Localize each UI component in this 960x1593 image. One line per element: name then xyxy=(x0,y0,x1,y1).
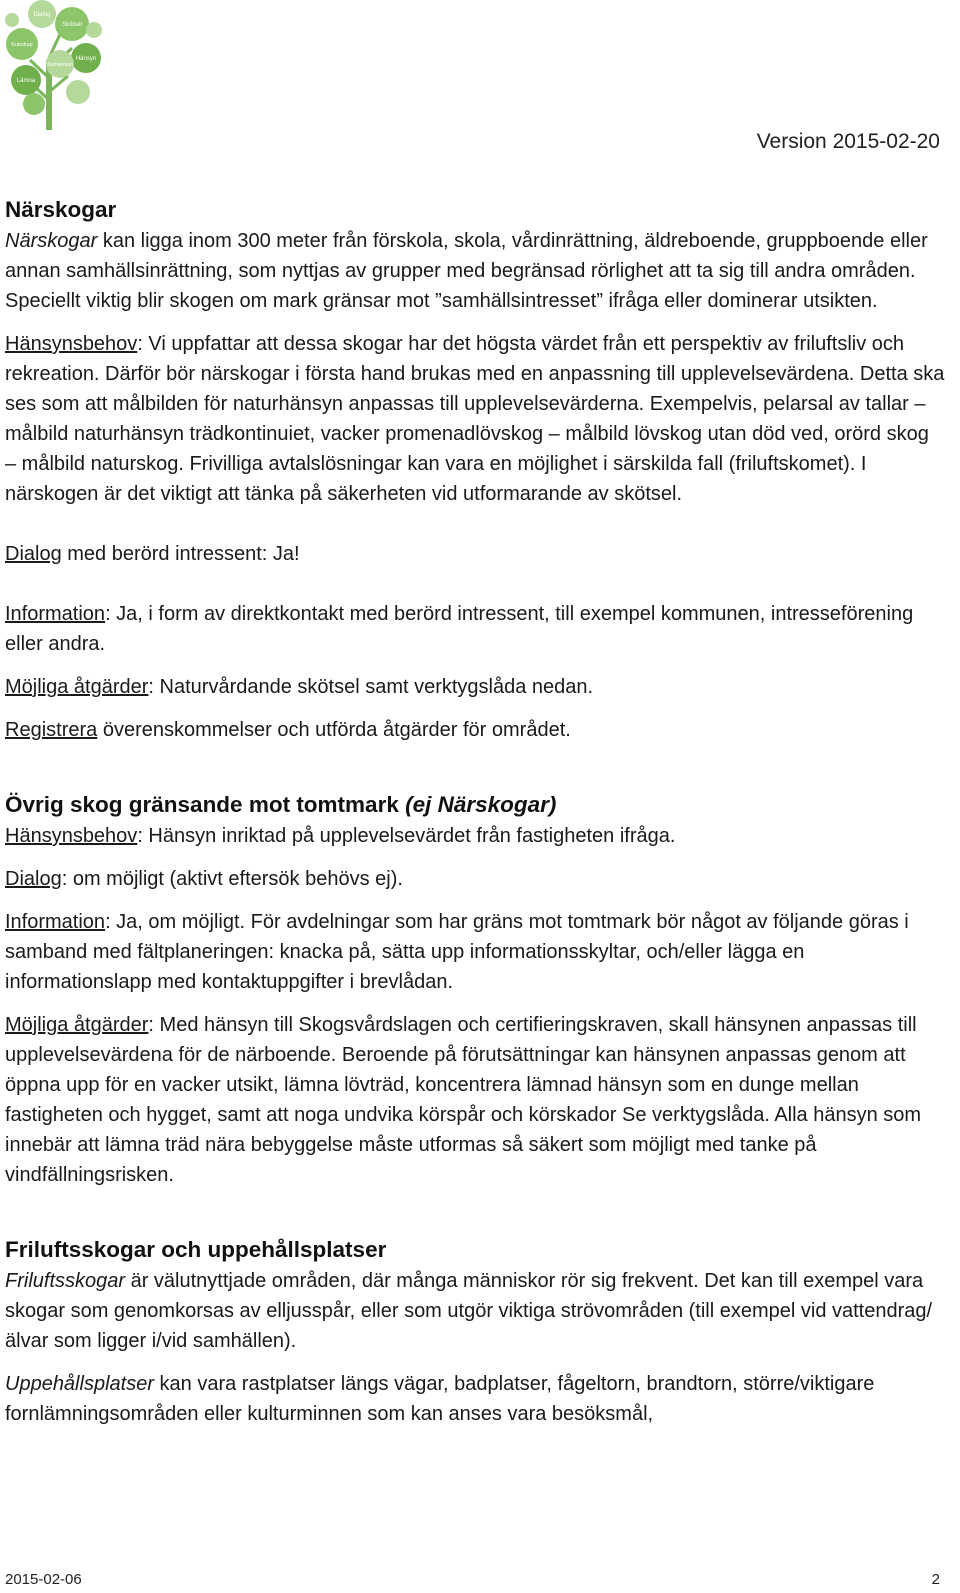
term-narskogar: Närskogar xyxy=(5,230,98,252)
label-dialog: Dialog xyxy=(5,543,62,565)
footer-page-number: 2 xyxy=(931,1571,940,1588)
frilufts-intro xyxy=(5,1266,945,1356)
label-hansynsbehov: Hänsynsbehov xyxy=(5,825,138,847)
label-mojliga-atgarder: Möjliga åtgärder xyxy=(5,676,149,698)
ovrig-title-italic: (ej Närskogar) xyxy=(405,792,557,817)
section-title-ovrig-skog xyxy=(5,789,945,821)
label-information: Information xyxy=(5,603,106,625)
narskogar-information xyxy=(5,599,945,659)
ovrig-title-main: Övrig skog gränsande mot tomtmark xyxy=(5,792,406,817)
section-title-friluftsskogar: Friluftsskogar och uppehållsplatser xyxy=(5,1237,387,1262)
logo-leaf-label: Samverkan xyxy=(47,62,73,68)
uppehallsplatser-text: kan vara rastplatser längs vägar, badplatser, fågeltorn, brandtorn, större/viktigare fornlämningsområden eller kulturminnen som kan anses vara besöksmål, xyxy=(5,1373,875,1425)
narskogar-registrera xyxy=(5,715,945,745)
logo-leaf-label: Skötsel xyxy=(62,22,82,28)
ovrig-information-text: : Ja, om möjligt. För avdelningar som har gräns mot tomtmark bör något av följande göras i samband med fältplaneringen: knacka på, sätta upp informationsskyltar, och/eller lägga en informationslapp med kontaktuppgifter i brevlådan. xyxy=(5,911,909,993)
footer-date: 2015-02-06 xyxy=(5,1571,82,1588)
logo xyxy=(2,0,106,132)
ovrig-hansyn xyxy=(5,821,945,851)
ovrig-atgarder-text: : Med hänsyn till Skogsvårdslagen och certifieringskraven, skall hänsynen anpassas till upplevelsevärdena för de närboende. Beroende på förutsättningar kan hänsynen anpassas genom att öppna upp för en vacker utsikt, lämna lövträd, koncentrera lämnad hänsyn som en dunge mellan fastigheten och hygget, samt att noga undvika körspår och körskador Se verktygslåda. Alla hänsyn som innebär att lämna träd nära bebyggelse måste utformas så säkert som möjligt med tanke på vindfällningsrisken. xyxy=(5,1014,922,1186)
ovrig-dialog-text: : om möjligt (aktivt eftersök behövs ej). xyxy=(61,868,403,890)
document-body xyxy=(5,194,945,1429)
narskogar-dialog-text: med berörd intressent: Ja! xyxy=(61,543,300,565)
version-label: Version 2015-02-20 xyxy=(756,130,940,153)
ovrig-hansyn-text: : Hänsyn inriktad på upplevelsevärdet från fastigheten ifråga. xyxy=(137,825,676,847)
narskogar-intro xyxy=(5,226,945,316)
ovrig-dialog xyxy=(5,864,945,894)
narskogar-information-text: : Ja, i form av direktkontakt med berörd intressent, till exempel kommunen, intresseförening eller andra. xyxy=(5,603,914,655)
label-hansynsbehov: Hänsynsbehov xyxy=(5,333,138,355)
label-registrera: Registrera xyxy=(5,719,98,741)
narskogar-dialog xyxy=(5,539,945,569)
logo-leaf-label: Dialog xyxy=(33,12,51,18)
term-uppehallsplatser: Uppehållsplatser xyxy=(5,1373,154,1395)
logo-leaf-label: Hänsyn xyxy=(75,56,97,62)
ovrig-atgarder xyxy=(5,1010,945,1190)
tree-logo-icon xyxy=(2,0,106,132)
label-mojliga-atgarder: Möjliga åtgärder xyxy=(5,1014,149,1036)
logo-leaf-label: Kunskap xyxy=(11,42,33,48)
frilufts-intro-text: är välutnyttjade områden, där många människor rör sig frekvent. Det kan till exempel vara skogar som genomkorsas av elljusspår, eller som utgör viktiga strövområden (till exempel vid vattendrag/älvar som ligger i/vid samhällen). xyxy=(5,1270,933,1352)
logo-leaf-label: Lämna xyxy=(16,78,36,84)
label-dialog: Dialog xyxy=(5,868,62,890)
narskogar-hansyn xyxy=(5,329,945,509)
narskogar-intro-text: kan ligga inom 300 meter från förskola, skola, vårdinrättning, äldreboende, gruppboende eller annan samhällsinrättning, som nyttjas av grupper med begränsad rörlighet att ta sig till andra områden. Speciellt viktig blir skogen om mark gränsar mot ”samhällsintresset” ifråga eller dominerar utsikten. xyxy=(5,230,928,312)
ovrig-information xyxy=(5,907,945,997)
uppehallsplatser-paragraph xyxy=(5,1369,945,1429)
narskogar-registrera-text: överenskommelser och utförda åtgärder för området. xyxy=(97,719,571,741)
narskogar-atgarder xyxy=(5,672,945,702)
label-information: Information xyxy=(5,911,106,933)
narskogar-atgarder-text: : Naturvårdande skötsel samt verktygslåda nedan. xyxy=(148,676,594,698)
section-title-narskogar: Närskogar xyxy=(5,197,117,222)
narskogar-hansyn-text: : Vi uppfattar att dessa skogar har det högsta värdet från ett perspektiv av friluftsliv och rekreation. Därför bör närskogar i första hand brukas med en anpassning till upplevelsevärdena. Detta ska ses som att målbilden för naturhänsyn anpassas till upplevelsevärderna. Exempelvis, pelarsal av tallar – målbild naturhänsyn trädkontinuiet, vacker promenadlövskog – målbild lövskog utan död ved, orörd skog – målbild naturskog. Frivilliga avtalslösningar kan vara en möjlighet i särskilda fall (friluftskomet). I närskogen är det viktigt att tänka på säkerheten vid utformarande av skötsel. xyxy=(5,333,945,505)
term-friluftsskogar: Friluftsskogar xyxy=(5,1270,126,1292)
